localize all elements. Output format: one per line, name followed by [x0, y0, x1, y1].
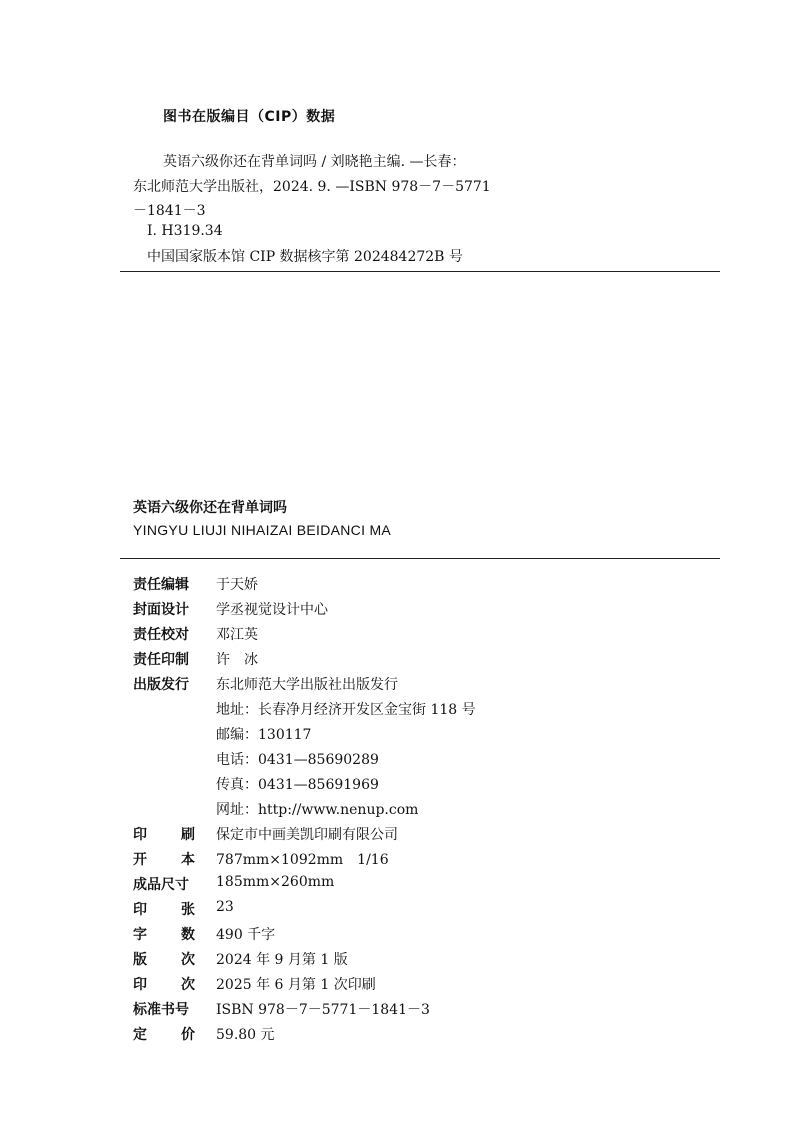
publisher-address: 地址：长春净月经济开发区金宝街 118 号: [216, 702, 476, 718]
words-value: 490 千字: [216, 927, 276, 943]
publisher-website: 网址：http://www.nenup.com: [216, 802, 419, 818]
sheets-label-char-1: 印: [133, 902, 147, 918]
edition-label-char-2: 次: [181, 952, 195, 968]
cip-line-3: －1841－3: [133, 203, 206, 219]
cip-line-4: Ⅰ. H319.34: [147, 223, 223, 239]
cip-line-1: 英语六级你还在背单词吗 / 刘晓艳主编. —长春：: [163, 154, 466, 170]
cip-title: 图书在版编目（CIP）数据: [163, 109, 336, 125]
price-label-char-1: 定: [133, 1027, 147, 1043]
impression-label-char-2: 次: [181, 977, 195, 993]
impression-label-char-1: 印: [133, 977, 147, 993]
edition-label-char-1: 版: [133, 952, 147, 968]
book-title-pinyin: YINGYU LIUJI NIHAIZAI BEIDANCI MA: [133, 522, 392, 538]
words-label-char-1: 字: [133, 927, 147, 943]
publisher-label: 出版发行: [133, 677, 189, 693]
cip-divider: [120, 271, 720, 272]
printer-label-char-2: 刷: [181, 827, 195, 843]
size-value: 185mm×260mm: [216, 874, 335, 890]
print-resp-label: 责任印制: [133, 652, 189, 668]
words-label-char-2: 数: [181, 927, 195, 943]
cip-line-5: 中国国家版本馆 CIP 数据核字第 202484272B 号: [147, 249, 463, 265]
printer-label-char-1: 印: [133, 827, 147, 843]
publisher-phone: 电话：0431—85690289: [216, 752, 379, 768]
price-value: 59.80 元: [216, 1027, 275, 1043]
editor-label: 责任编辑: [133, 577, 189, 593]
size-label: 成品尺寸: [133, 877, 189, 893]
price-label: [133, 1024, 195, 1044]
editor-value: 于天娇: [216, 577, 258, 593]
price-label-char-2: 价: [181, 1027, 195, 1043]
format-label-char-2: 本: [181, 852, 195, 868]
cover-value: 学丞视觉设计中心: [216, 602, 328, 618]
printer-label: [133, 824, 195, 844]
print-resp-value: 许 冰: [216, 652, 258, 668]
printer-value: 保定市中画美凯印刷有限公司: [216, 827, 398, 843]
sheets-value: 23: [216, 899, 234, 915]
impression-label: [133, 974, 195, 994]
book-title: 英语六级你还在背单词吗: [133, 500, 287, 516]
format-label-char-1: 开: [133, 852, 147, 868]
edition-label: [133, 949, 195, 969]
proof-label: 责任校对: [133, 627, 189, 643]
isbn-value: ISBN 978－7－5771－1841－3: [216, 1002, 430, 1018]
proof-value: 邓江英: [216, 627, 258, 643]
sheets-label-char-2: 张: [181, 902, 195, 918]
publisher-value: 东北师范大学出版社出版发行: [216, 677, 398, 693]
publisher-fax: 传真：0431—85691969: [216, 777, 379, 793]
impression-value: 2025 年 6 月第 1 次印刷: [216, 977, 376, 993]
isbn-label: 标准书号: [133, 1002, 189, 1018]
title-divider: [120, 558, 720, 559]
words-label: [133, 924, 195, 944]
format-value: 787mm×1092mm 1/16: [216, 852, 389, 868]
cover-label: 封面设计: [133, 602, 189, 618]
sheets-label: [133, 899, 195, 919]
format-label: [133, 849, 195, 869]
edition-value: 2024 年 9 月第 1 版: [216, 952, 348, 968]
cip-line-2: 东北师范大学出版社，2024. 9. —ISBN 978－7－5771: [133, 179, 491, 195]
publisher-postcode: 邮编：130117: [216, 727, 312, 743]
